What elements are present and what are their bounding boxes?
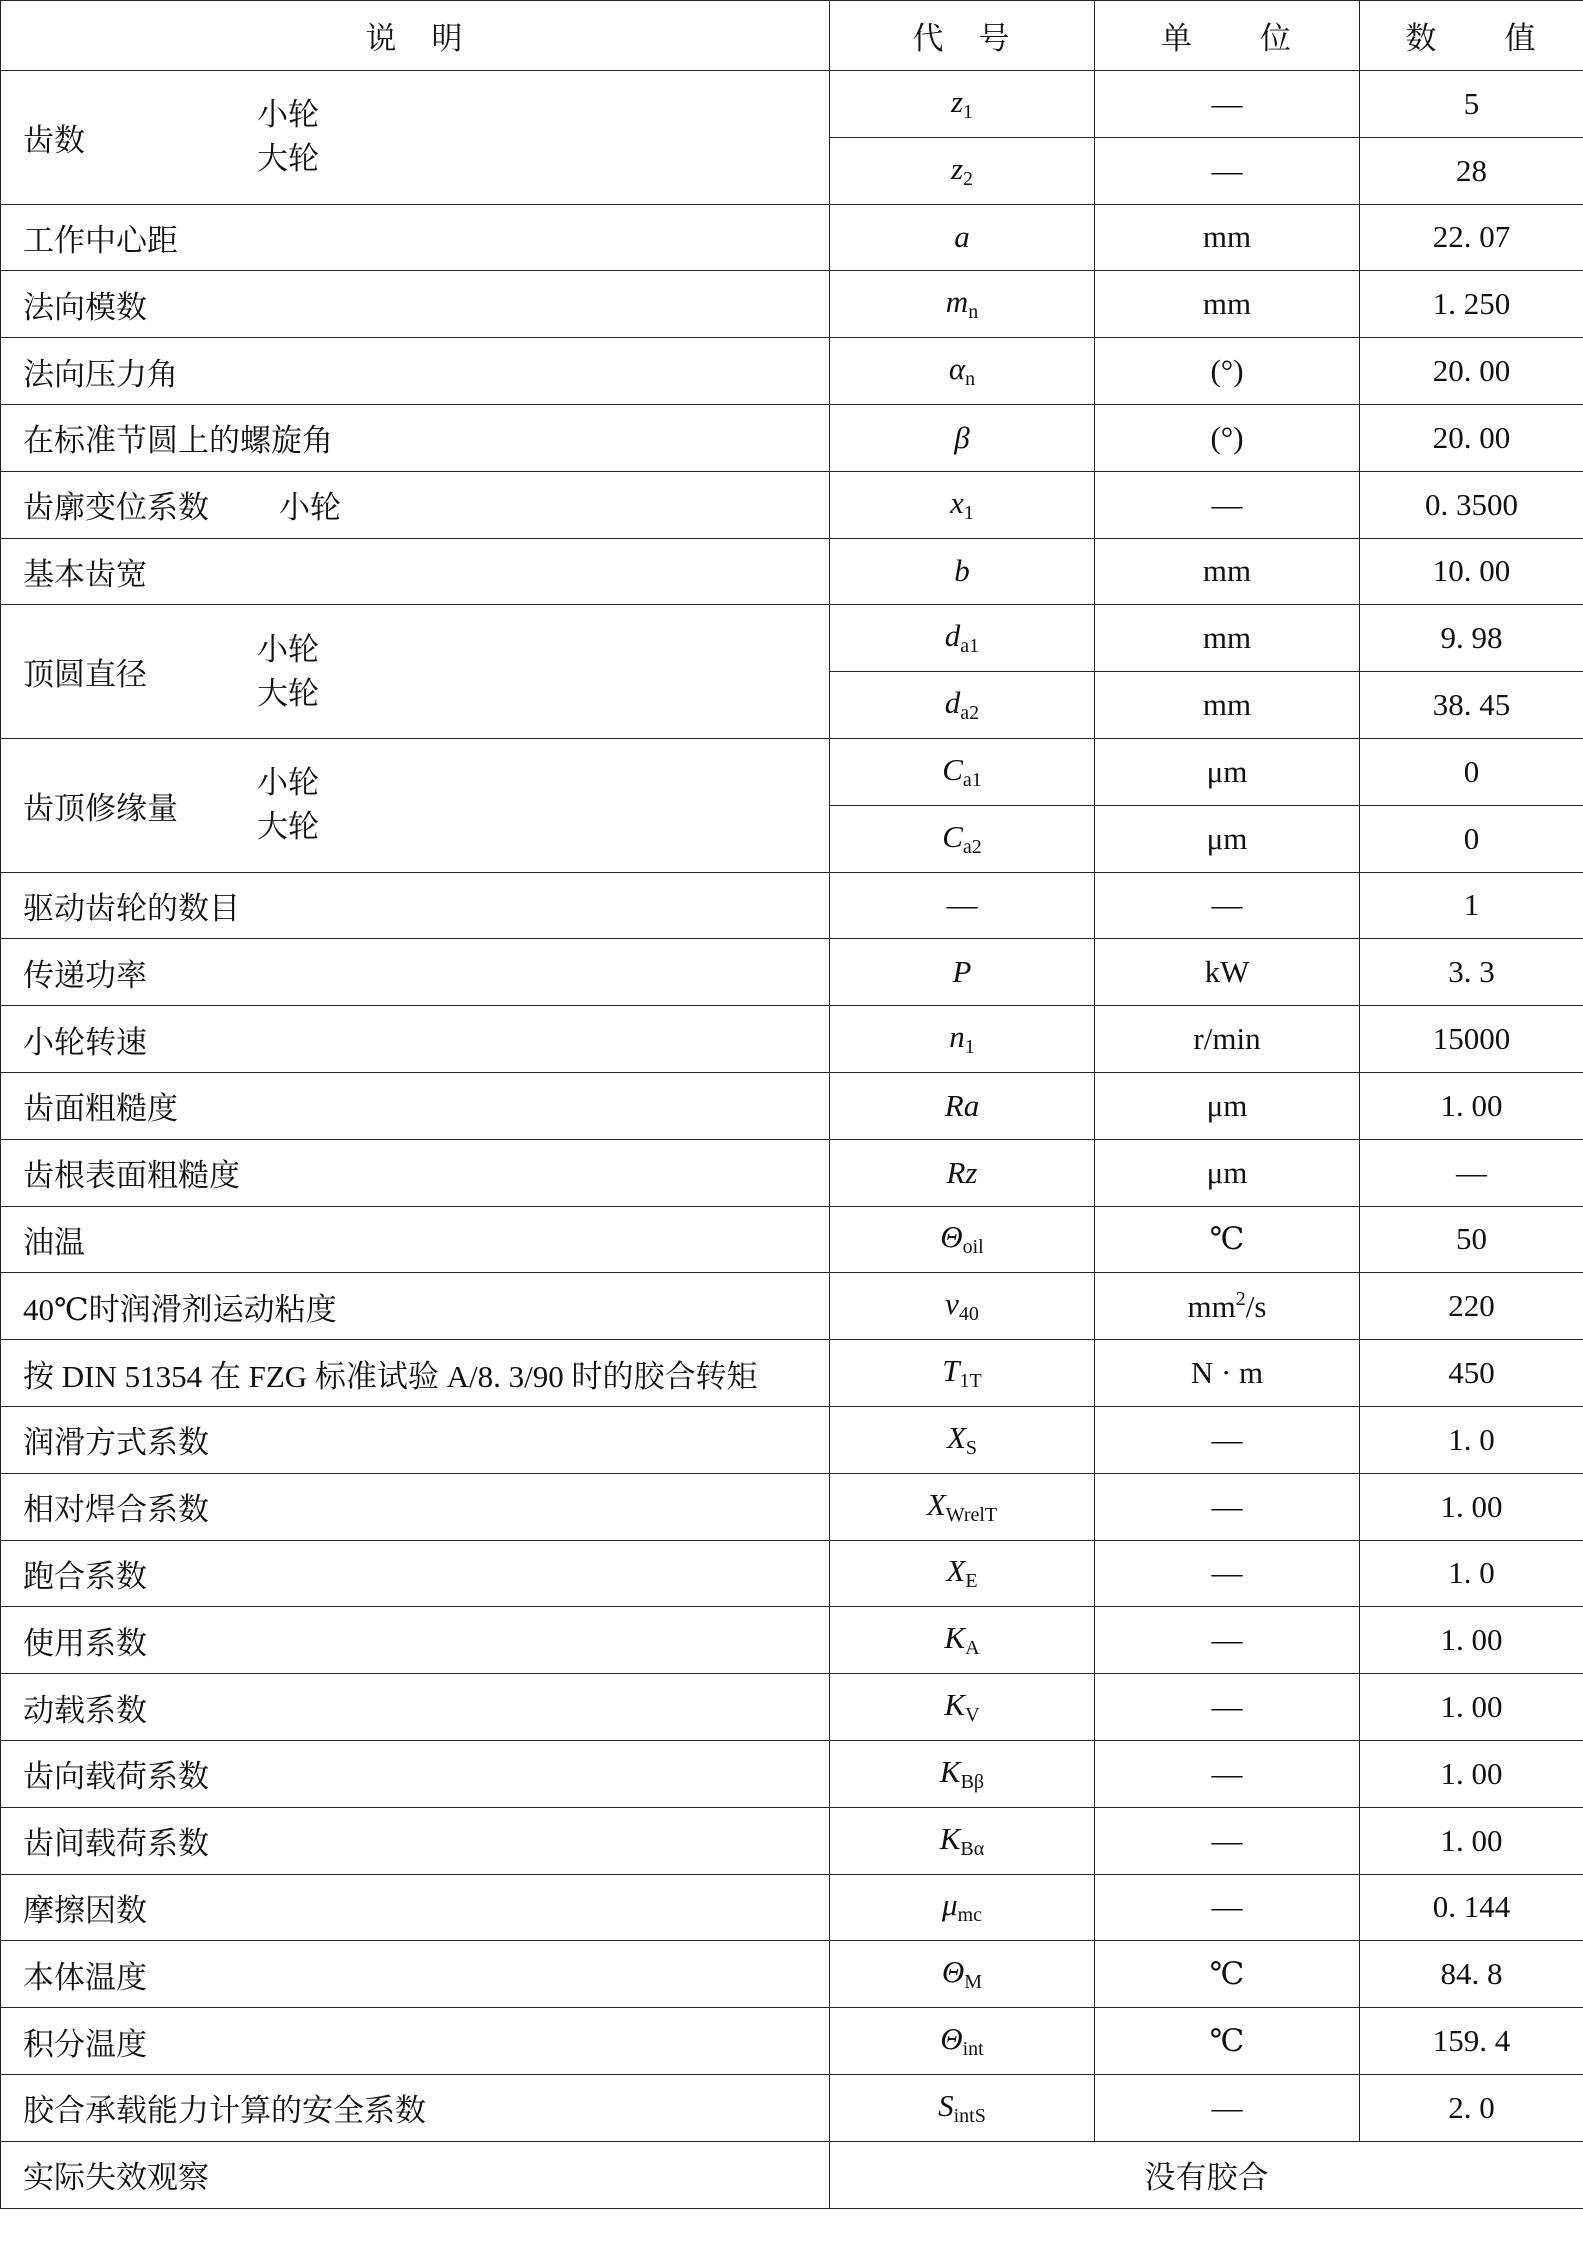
row-symbol: $K_A$ (830, 1607, 1095, 1674)
row-unit: — (1095, 1740, 1360, 1807)
table-row (1, 471, 1583, 538)
table-row (1, 939, 1583, 1006)
row-label: 润滑方式系数 (1, 1406, 830, 1473)
row-sublabel-small: 小轮 (279, 490, 341, 526)
row-sublabel-small: 小轮 (257, 765, 319, 801)
row-symbol: $K_{B\alpha}$ (830, 1807, 1095, 1874)
row-relief-desc (1, 738, 830, 872)
row-sublabel-large: 大轮 (257, 809, 319, 845)
row-unit: mm (1095, 672, 1360, 739)
row-unit: kW (1095, 939, 1360, 1006)
row-label: 齿根表面粗糙度 (1, 1139, 830, 1206)
row-label: 胶合承载能力计算的安全系数 (1, 2074, 830, 2141)
row-unit: mm (1095, 271, 1360, 338)
table-row (1, 2074, 1583, 2141)
row-value: 1. 00 (1360, 1807, 1583, 1874)
table-row (1, 71, 1583, 138)
row-label: 齿面粗糙度 (1, 1072, 830, 1139)
row-symbol: $z_1$ (830, 71, 1095, 138)
row-sublabel-large: 大轮 (257, 675, 319, 711)
table-row (1, 1740, 1583, 1807)
row-value: 450 (1360, 1340, 1583, 1407)
table-row (1, 538, 1583, 605)
row-symbol: $\mu_{mc}$ (830, 1874, 1095, 1941)
row-label: 齿数 (23, 122, 85, 158)
table-row (1, 338, 1583, 405)
row-unit: — (1095, 1674, 1360, 1741)
row-value: 220 (1360, 1273, 1583, 1340)
table-row (1, 1674, 1583, 1741)
table-row (1, 605, 1583, 672)
table-row (1, 1273, 1583, 1340)
row-value: 1. 00 (1360, 1072, 1583, 1139)
row-symbol: $z_2$ (830, 137, 1095, 204)
row-value: — (1360, 1139, 1583, 1206)
row-label: 跑合系数 (1, 1540, 830, 1607)
row-symbol: $\Theta_M$ (830, 1941, 1095, 2008)
row-symbol: $x_1$ (830, 471, 1095, 538)
table-row (1, 2008, 1583, 2075)
row-label: 顶圆直径 (23, 657, 147, 693)
row-unit: — (1095, 2074, 1360, 2141)
row-label: 小轮转速 (1, 1006, 830, 1073)
row-sublabel-small: 小轮 (257, 631, 319, 667)
row-symbol: a (830, 204, 1095, 271)
row-value: 1. 00 (1360, 1473, 1583, 1540)
row-unit: μm (1095, 1139, 1360, 1206)
row-symbol: P (830, 939, 1095, 1006)
row-value: 0. 3500 (1360, 471, 1583, 538)
table-row (1, 1340, 1583, 1407)
row-symbol: b (830, 538, 1095, 605)
row-value: 1. 0 (1360, 1540, 1583, 1607)
row-symbol: $C_{a2}$ (830, 805, 1095, 872)
row-label: 油温 (1, 1206, 830, 1273)
row-unit: ℃ (1095, 1206, 1360, 1273)
row-symbol: Ra (830, 1072, 1095, 1139)
row-value: 159. 4 (1360, 2008, 1583, 2075)
row-unit: $mm^2/s$ (1095, 1273, 1360, 1340)
table-row (1, 1607, 1583, 1674)
row-value: 20. 00 (1360, 338, 1583, 405)
table-row (1, 1139, 1583, 1206)
row-symbol: $C_{a1}$ (830, 738, 1095, 805)
row-symbol: $\nu_{40}$ (830, 1273, 1095, 1340)
row-sublabel-large: 大轮 (257, 141, 319, 177)
row-unit: — (1095, 1406, 1360, 1473)
table-row (1, 1006, 1583, 1073)
row-symbol: $X_E$ (830, 1540, 1095, 1607)
row-symbol: $S_{intS}$ (830, 2074, 1095, 2141)
row-symbol: $X_{WrelT}$ (830, 1473, 1095, 1540)
row-unit: mm (1095, 204, 1360, 271)
row-unit: (°) (1095, 338, 1360, 405)
row-label: 齿顶修缘量 (23, 790, 178, 826)
table-row (1, 2141, 1583, 2208)
header-unit: 单 位 (1095, 1, 1360, 71)
row-symbol: $\Theta_{int}$ (830, 2008, 1095, 2075)
row-label: 传递功率 (1, 939, 830, 1006)
row-value: 0 (1360, 738, 1583, 805)
row-unit: — (1095, 1607, 1360, 1674)
row-symbol: $d_{a1}$ (830, 605, 1095, 672)
row-symbol: $\Theta_{oil}$ (830, 1206, 1095, 1273)
row-label: 法向压力角 (1, 338, 830, 405)
table-row (1, 1406, 1583, 1473)
row-unit: — (1095, 471, 1360, 538)
row-unit: N · m (1095, 1340, 1360, 1407)
table-row (1, 872, 1583, 939)
row-symbol: $m_n$ (830, 271, 1095, 338)
row-unit: μm (1095, 1072, 1360, 1139)
table-row (1, 1874, 1583, 1941)
header-description: 说 明 (1, 1, 830, 71)
row-label: 齿向载荷系数 (1, 1740, 830, 1807)
table-row (1, 1206, 1583, 1273)
row-label: 法向模数 (1, 271, 830, 338)
row-unit: ℃ (1095, 2008, 1360, 2075)
row-value: 5 (1360, 71, 1583, 138)
table-row (1, 1072, 1583, 1139)
row-teeth-desc (1, 71, 830, 205)
row-label: 齿间载荷系数 (1, 1807, 830, 1874)
row-unit: — (1095, 1874, 1360, 1941)
row-unit: — (1095, 1807, 1360, 1874)
row-label: 本体温度 (1, 1941, 830, 2008)
header-row (1, 1, 1583, 71)
row-symbol: $\alpha_n$ (830, 338, 1095, 405)
row-value: 38. 45 (1360, 672, 1583, 739)
row-label: 齿廓变位系数 (23, 490, 209, 526)
row-label: 基本齿宽 (1, 538, 830, 605)
row-unit: — (1095, 872, 1360, 939)
table-row (1, 738, 1583, 805)
row-label: 按 DIN 51354 在 FZG 标准试验 A/8. 3/90 时的胶合转矩 (1, 1340, 830, 1407)
row-symbol: $n_1$ (830, 1006, 1095, 1073)
table-row (1, 1807, 1583, 1874)
row-value: 1. 250 (1360, 271, 1583, 338)
row-observation-value: 没有胶合 (830, 2141, 1583, 2208)
row-value: 0 (1360, 805, 1583, 872)
row-unit: — (1095, 71, 1360, 138)
row-unit: (°) (1095, 404, 1360, 471)
row-unit: μm (1095, 805, 1360, 872)
table-row (1, 404, 1583, 471)
row-value: 20. 00 (1360, 404, 1583, 471)
row-value: 50 (1360, 1206, 1583, 1273)
header-value: 数 值 (1360, 1, 1583, 71)
table-row (1, 1473, 1583, 1540)
row-label: 相对焊合系数 (1, 1473, 830, 1540)
table-row (1, 271, 1583, 338)
row-value: 1. 0 (1360, 1406, 1583, 1473)
row-label: 使用系数 (1, 1607, 830, 1674)
row-value: 1. 00 (1360, 1740, 1583, 1807)
row-symbol: — (830, 872, 1095, 939)
table-row (1, 1941, 1583, 2008)
row-sublabel-small: 小轮 (257, 97, 319, 133)
row-unit: — (1095, 1540, 1360, 1607)
row-unit: mm (1095, 538, 1360, 605)
row-label: 积分温度 (1, 2008, 830, 2075)
row-symbol: $K_{B\beta}$ (830, 1740, 1095, 1807)
table-row (1, 204, 1583, 271)
row-value: 0. 144 (1360, 1874, 1583, 1941)
row-symbol: $d_{a2}$ (830, 672, 1095, 739)
row-value: 3. 3 (1360, 939, 1583, 1006)
row-tip-desc (1, 605, 830, 739)
row-unit: mm (1095, 605, 1360, 672)
header-symbol: 代 号 (830, 1, 1095, 71)
row-shift-desc (1, 471, 830, 538)
row-value: 2. 0 (1360, 2074, 1583, 2141)
row-unit: μm (1095, 738, 1360, 805)
table-row (1, 1540, 1583, 1607)
row-label: 实际失效观察 (1, 2141, 830, 2208)
row-value: 84. 8 (1360, 1941, 1583, 2008)
row-symbol: $K_V$ (830, 1674, 1095, 1741)
row-value: 15000 (1360, 1006, 1583, 1073)
row-value: 10. 00 (1360, 538, 1583, 605)
row-label: 驱动齿轮的数目 (1, 872, 830, 939)
row-unit: ℃ (1095, 1941, 1360, 2008)
row-label: 工作中心距 (1, 204, 830, 271)
row-symbol: $T_{1T}$ (830, 1340, 1095, 1407)
row-value: 9. 98 (1360, 605, 1583, 672)
row-label: 动载系数 (1, 1674, 830, 1741)
row-value: 1 (1360, 872, 1583, 939)
row-unit: r/min (1095, 1006, 1360, 1073)
row-unit: — (1095, 1473, 1360, 1540)
row-label: 40℃时润滑剂运动粘度 (1, 1273, 830, 1340)
row-value: 1. 00 (1360, 1607, 1583, 1674)
row-value: 28 (1360, 137, 1583, 204)
row-symbol: $X_S$ (830, 1406, 1095, 1473)
row-symbol: Rz (830, 1139, 1095, 1206)
row-symbol: β (830, 404, 1095, 471)
row-value: 1. 00 (1360, 1674, 1583, 1741)
row-label: 在标准节圆上的螺旋角 (1, 404, 830, 471)
row-label: 摩擦因数 (1, 1874, 830, 1941)
row-value: 22. 07 (1360, 204, 1583, 271)
row-unit: — (1095, 137, 1360, 204)
